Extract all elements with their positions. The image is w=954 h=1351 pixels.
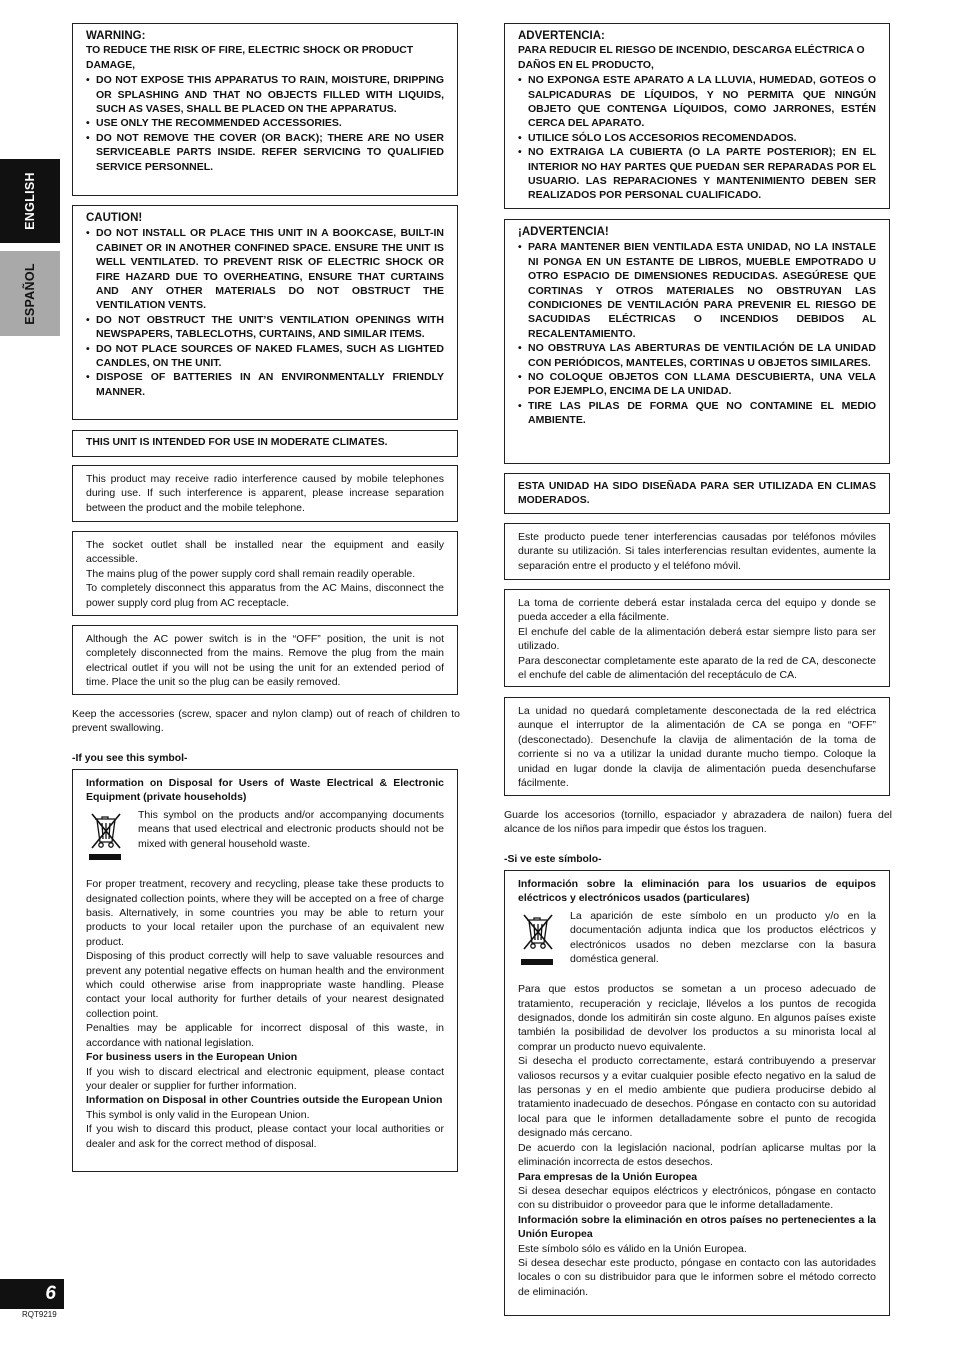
climate-box [72, 430, 458, 457]
eliminacion-paragraph: Para que estos productos se sometan a un proceso adecuado de tratamiento, recuperación y reciclaje, llévelos a los puntos de recogida designados, donde los admitirán sin coste alguno. En algunos países existe también la posibilidad de devolver los productos a su minorista local al comprar un producto nuevo equivalente. [518, 983, 876, 1053]
climas-text: ESTA UNIDAD HA SIDO DISEÑADA PARA SER UTILIZADA EN CLIMAS MODERADOS. [518, 481, 876, 507]
warning-item: • DO NOT EXPOSE THIS APPARATUS TO RAIN, MOISTURE, DRIPPING OR SPLASHING AND THAT NO OBJECTS FILLED WITH LIQUIDS, SUCH AS VASES, SHALL BE PLACED ON THE APPARATUS. [86, 73, 444, 116]
socket-text: The socket outlet shall be installed near the equipment and easily accessible. [86, 539, 444, 566]
simbolo-row [518, 909, 876, 969]
crossed-bin-icon [518, 909, 570, 969]
otros-paises-title: Información sobre la eliminación en otros países no pertenecientes a la Unión Europea [518, 1213, 876, 1241]
accesorios-note: Guarde los accesorios (tornillo, espaciador y abrazadera de nailon) fuera del alcance de los niños para impedir que éstos los traguen. [504, 809, 892, 836]
socket-box [72, 531, 458, 616]
interference-box [72, 465, 458, 522]
advertencia-2-item: • NO COLOQUE OBJETOS CON LLAMA DESCUBIERTA, UNA VELA POR EJEMPLO, ENCIMA DE LA UNIDAD. [518, 370, 876, 399]
symbol-row [86, 808, 444, 864]
disposal-title: Information on Disposal for Users of Waste Electrical & Electronic Equipment (private households) [86, 777, 444, 804]
tab-english[interactable] [0, 159, 60, 243]
crossed-bin-icon [86, 808, 138, 864]
disposal-paragraph: For proper treatment, recovery and recycling, please take these products to designated collection points, where they will be accepted on a free of charge basis. Alternatively, in some countries you may be able to return your products to your local retailer upon the purchase of an equivalent new product. [86, 878, 444, 948]
eliminacion-paragraph: Si desecha el producto correctamente, estará contribuyendo a preservar valiosos recursos y a evitar cualquier posible efecto negativo en la salud de las personas y en el medio ambiente que pudiera producirse debido al tratamiento inadecuado de desechos. Póngase en contacto con su autoridad local para que le informen detalladamente sobre el punto de recogida designado más cercano. [518, 1055, 876, 1140]
caution-item: • DISPOSE OF BATTERIES IN AN ENVIRONMENTALLY FRIENDLY MANNER. [86, 370, 444, 399]
climas-box [504, 473, 890, 514]
document-code: RQT9219 [22, 1310, 57, 1319]
simbolo-description: La aparición de este símbolo en un producto y/o en la documentación adjunta indica que los productos eléctricos y electrónicos usados no deben mezclarse con la basura doméstica general. [570, 909, 876, 966]
advertencia-item: • NO EXTRAIGA LA CUBIERTA (O LA PARTE POSTERIOR); EN EL INTERIOR NO HAY PARTES QUE PUEDAN SER REPARADAS POR EL USUARIO. LAS REPARACIONES Y MANTENIMIENTO DEBEN SER REALIZADOS POR PERSONAL CUALIFICADO. [518, 145, 876, 203]
advertencia-2-item: • PARA MANTENER BIEN VENTILADA ESTA UNIDAD, NO LA INSTALE NI PONGA EN UN ESTANTE DE LIBROS, MUEBLE EMPOTRADO U OTRO ESPACIO DE DIMENSIONES REDUCIDAS. ASEGÚRESE QUE CORTINAS Y OTROS MATERIALES NO OBSTRUYAN LAS CONDICIONES DE VENTILACIÓN PARA PREVENIR EL RIESGO DE SACUDIDAS ELÉCTRICAS O INCENDIOS DEBIDOS AL RECALENTAMIENTO. [518, 240, 876, 341]
advertencia-item: • UTILICE SÓLO LOS ACCESORIOS RECOMENDADOS. [518, 131, 876, 145]
desconexion-box [504, 697, 890, 796]
toma-text: La toma de corriente deberá estar instalada cerca del equipo y donde se pueda acceder a ella fácilmente. [518, 597, 876, 624]
advertencia-2-list [518, 240, 876, 427]
warning-item: • DO NOT REMOVE THE COVER (OR BACK); THERE ARE NO USER SERVICEABLE PARTS INSIDE. REFER SERVICING TO QUALIFIED SERVICE PERSONNEL. [86, 131, 444, 174]
toma-box [504, 589, 890, 687]
symbol-description: This symbol on the products and/or accompanying documents means that used electrical and electronic products should not be mixed with general household waste. [138, 808, 444, 850]
warning-box [72, 23, 458, 196]
power-switch-box [72, 625, 458, 695]
symbol-label: -If you see this symbol- [72, 753, 188, 764]
socket-text: To completely disconnect this apparatus from the AC Mains, disconnect the power supply cord plug from AC receptacle. [86, 582, 444, 609]
disposal-paragraph: Penalties may be applicable for incorrect disposal of this waste, in accordance with national legislation. [86, 1022, 444, 1049]
interference-text: This product may receive radio interference caused by mobile telephones during use. If such interference is apparent, please increase separation between the product and the mobile telephone. [86, 473, 444, 514]
interferencias-box [504, 523, 890, 580]
empresas-title: Para empresas de la Unión Europea [518, 1170, 698, 1183]
warning-item: • USE ONLY THE RECOMMENDED ACCESSORIES. [86, 116, 444, 130]
other-countries-text: If you wish to discard this product, please contact your local authorities or dealer and ask for the correct method of disposal. [86, 1123, 444, 1150]
otros-paises-text: Si desea desechar este producto, póngase en contacto con las autoridades locales o con su distribuidor para que le informen sobre el método correcto de eliminación. [518, 1256, 876, 1298]
business-title: For business users in the European Union [86, 1051, 298, 1064]
socket-text: The mains plug of the power supply cord shall remain readily operable. [86, 567, 416, 580]
simbolo-label: -Si ve este símbolo- [504, 854, 602, 865]
toma-text: El enchufe del cable de la alimentación deberá estar siempre listo para ser utilizado. [518, 625, 876, 653]
caution-title: CAUTION! [86, 212, 143, 224]
advertencia-2-title: ¡ADVERTENCIA! [518, 226, 609, 238]
advertencia-2-item: • TIRE LAS PILAS DE FORMA QUE NO CONTAMINE EL MEDIO AMBIENTE. [518, 399, 876, 428]
power-switch-text: Although the AC power switch is in the “OFF” position, the unit is not completely disconnected from the mains. Remove the plug from the main electrical outlet if you will not be using the unit for an extended period of time. Place the unit so the plug can be easily removed. [86, 633, 444, 689]
business-text: If you wish to discard electrical and electronic equipment, please contact your dealer or supplier for further information. [86, 1065, 444, 1092]
caution-item: • DO NOT OBSTRUCT THE UNIT’S VENTILATION OPENINGS WITH NEWSPAPERS, TABLECLOTHS, CURTAINS, AND SIMILAR ITEMS. [86, 313, 444, 342]
advertencia-2-box [504, 219, 890, 464]
caution-item: • DO NOT PLACE SOURCES OF NAKED FLAMES, SUCH AS LIGHTED CANDLES, ON THE UNIT. [86, 342, 444, 371]
toma-text: Para desconectar completamente este aparato de la red de CA, desconecte el enchufe del cable de alimentación del receptáculo de CA. [518, 654, 876, 682]
caution-list [86, 226, 444, 399]
climate-text: THIS UNIT IS INTENDED FOR USE IN MODERATE CLIMATES. [86, 437, 388, 448]
warning-title: WARNING: [86, 30, 146, 42]
advertencia-title: ADVERTENCIA: [518, 30, 605, 42]
other-countries-text: This symbol is only valid in the European Union. [86, 1108, 310, 1121]
other-countries-title: Information on Disposal in other Countries outside the European Union [86, 1094, 443, 1107]
advertencia-intro: PARA REDUCIR EL RIESGO DE INCENDIO, DESCARGA ELÉCTRICA O DAÑOS EN EL PRODUCTO, [518, 45, 865, 71]
eliminacion-title: Información sobre la eliminación para los usuarios de equipos eléctricos y electrónicos usados (particulares) [518, 878, 876, 905]
advertencia-item: • NO EXPONGA ESTE APARATO A LA LLUVIA, HUMEDAD, GOTEOS O SALPICADURAS DE LÍQUIDOS, Y NO PERMITA QUE NINGÚN OBJETO QUE CONTENGA LÍQUIDOS, COMO JARRONES, ESTÉN CERCA DEL APARATO. [518, 73, 876, 131]
eliminacion-box [504, 870, 890, 1316]
warning-intro: TO REDUCE THE RISK OF FIRE, ELECTRIC SHOCK OR PRODUCT DAMAGE, [86, 45, 414, 71]
desconexion-text: La unidad no quedará completamente desconectada de la red eléctrica aunque el interruptor de la alimentación de CA se ponga en “OFF” (desconectado). Desenchufe la clavija de alimentación de la toma de corriente si no va a utilizar la unidad durante mucho tiempo. Coloque la unidad en lugar donde la clavija de alimentación pueda desenchufarse fácilmente. [518, 705, 876, 790]
page-number: 6 [0, 1279, 64, 1309]
caution-item: • DO NOT INSTALL OR PLACE THIS UNIT IN A BOOKCASE, BUILT-IN CABINET OR IN ANOTHER CONFINED SPACE. ENSURE THE UNIT IS WELL VENTILATED. TO PREVENT RISK OF ELECTRIC SHOCK OR FIRE HAZARD DUE TO OVERHEATING, ENSURE THAT CURTAINS AND ANY OTHER MATERIALS DO NOT OBSTRUCT THE VENTILATION VENTS. [86, 226, 444, 312]
warning-list [86, 73, 444, 174]
otros-paises-text: Este símbolo sólo es válido en la Unión Europea. [518, 1242, 747, 1255]
caution-box [72, 205, 458, 420]
disposal-box [72, 769, 458, 1172]
eliminacion-paragraph: De acuerdo con la legislación nacional, podrían aplicarse multas por la eliminación incorrecta de estos desechos. [518, 1141, 876, 1169]
empresas-text: Si desea desechar equipos eléctricos y electrónicos, póngase en contacto con su distribuidor o proveedor para que le informe detalladamente. [518, 1184, 876, 1212]
advertencia-2-item: • NO OBSTRUYA LAS ABERTURAS DE VENTILACIÓN DE LA UNIDAD CON PERIÓDICOS, MANTELES, CORTINAS U OBJETOS SIMILARES. [518, 341, 876, 370]
tab-espanol[interactable] [0, 251, 60, 336]
advertencia-list [518, 73, 876, 203]
tab-english-label: ENGLISH [22, 172, 37, 230]
tab-espanol-label: ESPAÑOL [23, 262, 38, 325]
interferencias-text: Este producto puede tener interferencias causadas por teléfonos móviles durante su utilización. Si tales interferencias resultan evidentes, aumente la separación entre el producto y el teléfono móvil. [518, 531, 876, 572]
accessories-note: Keep the accessories (screw, spacer and nylon clamp) out of reach of children to prevent swallowing. [72, 708, 460, 735]
advertencia-box [504, 23, 890, 209]
disposal-paragraph: Disposing of this product correctly will help to save valuable resources and prevent any potential negative effects on human health and the environment which could otherwise arise from inappropriate waste handling. Please contact your local authority for further details of your nearest designated collection point. [86, 950, 444, 1020]
